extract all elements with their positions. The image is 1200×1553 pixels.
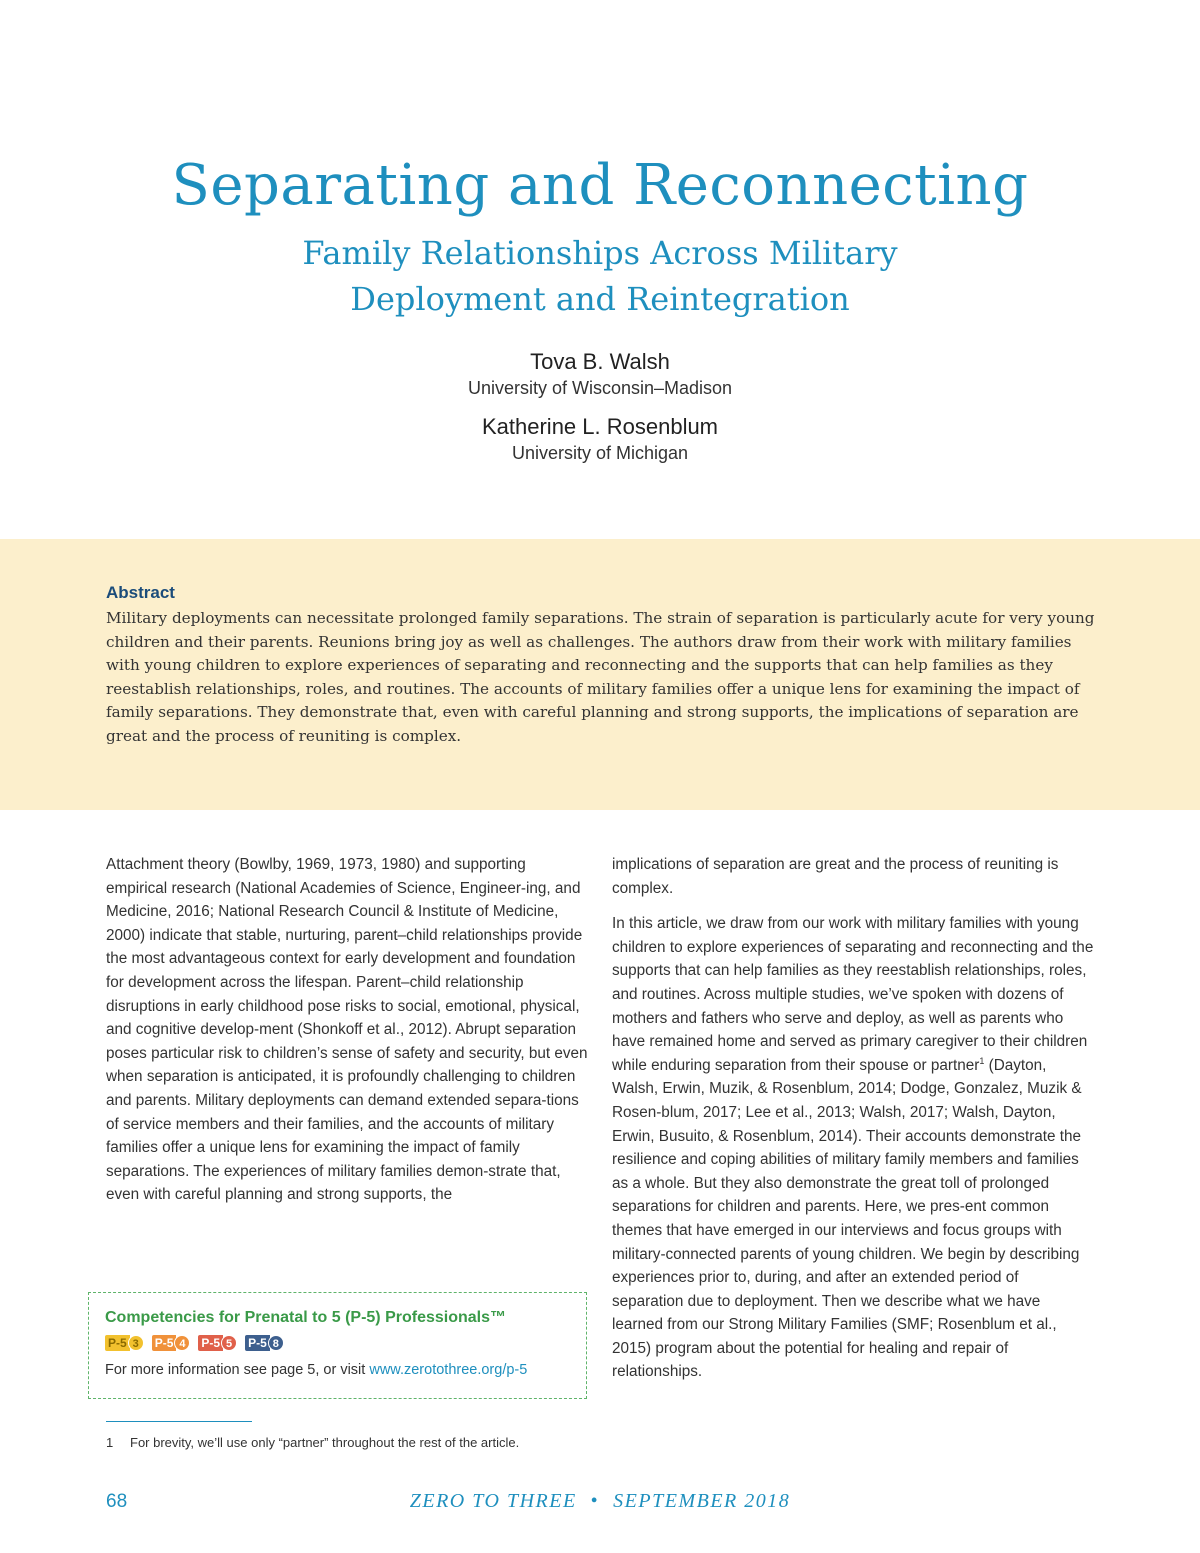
author-affiliation: University of Wisconsin–Madison <box>467 378 733 398</box>
badge-label: P-5 <box>245 1335 270 1351</box>
publication-name: ZERO TO THREE <box>409 1490 577 1512</box>
article-title: Separating and Reconnecting <box>171 153 1029 218</box>
badge-label: P-5 <box>198 1335 223 1351</box>
competency-badge <box>105 1335 144 1351</box>
body-text: In this article, we draw from our work with military families with young children to explore experiences of separating and reconnecting and the supports that can help families as they reestablish relationships, roles, and routines. Across multiple studies, we’ve spoken with dozens of mothers and fathers who serve and deploy, as well as parents who have remained home and served as primary caregiver to their children while enduring separation from their spouse or partner <box>612 915 1094 1074</box>
badge-number: 5 <box>221 1335 237 1351</box>
footnote <box>106 1434 519 1452</box>
subtitle-line-1: Family Relationships Across Military <box>302 234 898 272</box>
competencies-title: Competencies for Prenatal to 5 (P-5) Professionals™ <box>105 1309 506 1326</box>
footnote-rule <box>106 1421 252 1422</box>
competency-badge <box>152 1335 191 1351</box>
author-name: Katherine L. Rosenblum <box>481 414 719 439</box>
body-paragraph: Attachment theory (Bowlby, 1969, 1973, 1980) and supporting empirical research (National Academies of Science, Engineer-ing, and Medicine, 2016; National Research Council & Institute of Medicine, 2000) indicate that stable, nurturing, parent–child relationships provide the most advantageous context for early development and foundation for development across the lifespan. Parent–child relationship disruptions in early childhood pose risks to social, emotional, physical, and cognitive develop-ment (Shonkoff et al., 2012). Abrupt separation poses particular risk to children’s sense of safety and security, but even when separation is anticipated, it is profoundly challenging to children and parents. Military deployments can demand extended separa-tions of service members and their families, and the accounts of military families offer a unique lens for examining the impact of family separations. The experiences of military families demon-strate that, even with careful planning and strong supports, the <box>106 856 588 1204</box>
competency-badges <box>105 1333 586 1353</box>
footer-separator: • <box>590 1490 600 1512</box>
abstract-text: Military deployments can necessitate prolonged family separations. The strain of separation is particularly acute for very young children and their parents. Reunions bring joy as well as challenges. The authors draw from their work with military families with young children to explore experiences of separating and reconnecting and the supports that can help families as they reestablish relationships, roles, and routines. The accounts of military families offer a unique lens for examining the impact of family separations. They demonstrate that, even with careful planning and strong supports, the implications of separation are great and the process of reuniting is complex. <box>106 609 1095 745</box>
competencies-link[interactable]: www.zerotothree.org/p-5 <box>369 1362 528 1378</box>
badge-number: 4 <box>174 1335 190 1351</box>
badge-number: 8 <box>268 1335 284 1351</box>
competencies-info-text: For more information see page 5, or visit <box>105 1362 370 1378</box>
running-footer <box>0 1490 1200 1513</box>
body-text: (Dayton, Walsh, Erwin, Muzik, & Rosenblum, 2014; Dodge, Gonzalez, Muzik & Rosen-blum, 2017; Lee et al., 2013; Walsh, 2017; Walsh, Dayton, Erwin, Busuito, & Rosenblum, 2014). Their accounts demonstrate the resilience and coping abilities of military family members and families as a whole. But they also demonstrate the great toll of prolonged separations for children and parents. Here, we pres-ent common themes that have emerged in our interviews and focus groups with military-connected parents of young children. We begin by describing experiences prior to, during, and after an extended period of separation due to deployment. Then we describe what we have learned from our Strong Military Families (SMF; Rosenblum et al., 2015) program about the potential for healing and repair of relationships. <box>612 1056 1082 1381</box>
badge-label: P-5 <box>152 1335 177 1351</box>
author-name: Tova B. Walsh <box>530 349 670 374</box>
author-block-2 <box>0 413 1200 465</box>
body-column-left <box>106 853 590 1219</box>
competency-badge <box>198 1335 237 1351</box>
issue-date: SEPTEMBER 2018 <box>613 1490 791 1512</box>
footnote-text: For brevity, we’ll use only “partner” throughout the rest of the article. <box>130 1435 520 1450</box>
body-column-right <box>612 853 1094 1396</box>
competency-badge <box>245 1335 284 1351</box>
article-subtitle <box>0 230 1200 322</box>
badge-label: P-5 <box>105 1335 130 1351</box>
footnote-number: 1 <box>106 1435 114 1450</box>
footnote-marker[interactable]: 1 <box>979 1055 985 1066</box>
abstract-heading: Abstract <box>106 583 175 602</box>
author-block-1 <box>0 348 1200 400</box>
subtitle-line-2: Deployment and Reintegration <box>350 280 850 318</box>
author-affiliation: University of Michigan <box>511 443 689 463</box>
body-paragraph: implications of separation are great and the process of reuniting is complex. <box>612 856 1059 897</box>
competencies-info <box>105 1360 586 1380</box>
badge-number: 3 <box>128 1335 144 1351</box>
competencies-box <box>88 1292 587 1399</box>
body-paragraph <box>612 912 1094 1384</box>
page-number: 68 <box>106 1491 128 1512</box>
